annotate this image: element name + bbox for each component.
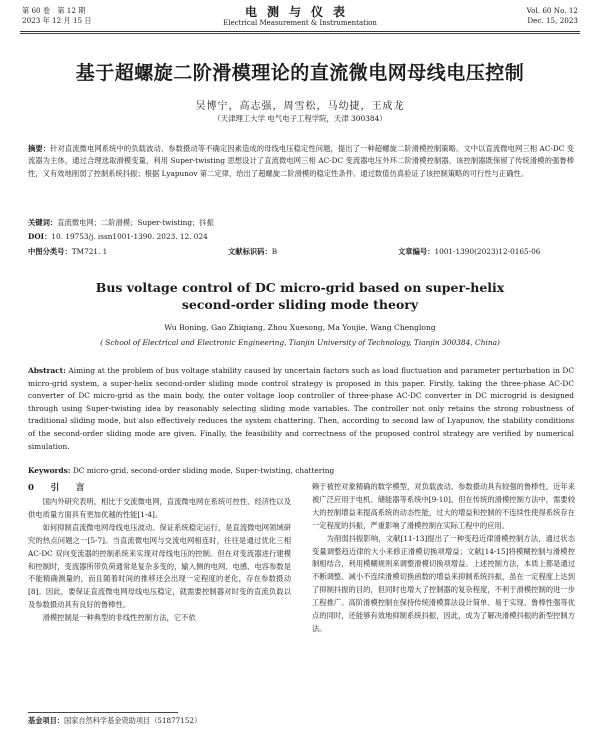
classification bbox=[28, 247, 107, 257]
article-number-text: 1001-1390(2023)12-0165-06 bbox=[434, 247, 541, 256]
paper-title-cn: 基于超螺旋二阶滑模理论的直流微电网母线电压控制 bbox=[75, 62, 525, 84]
funding-footnote bbox=[28, 716, 201, 726]
doi-label: DOI： bbox=[28, 232, 52, 241]
abstract-en-text: Aiming at the problem of bus voltage stability caused by uncertain factors such as load fluctuation and parameter perturbation in DC micro-grid system, a super-helix second-order sliding mode control strategy is proposed in this paper. Firstly, taking the three-phase AC-DC converter of DC micro-grid as the main body, the outer voltage loop controller of three-phase AC-DC converter in DC microgrid is designed through using Super-twisting idea by reasonably selecting sliding mode variables. The controller not only retains the strong robustness of traditional sliding mode, but also effectively reduces the system chattering. Then, according to second law of Lyapunov, the stability conditions of the second-order sliding mode are given. Finally, the feasibility and correctness of the proposed control strategy are verified by numerical simulation. bbox=[28, 366, 574, 451]
abstract-en bbox=[28, 365, 574, 453]
section-heading-introduction: 0 引 言 bbox=[28, 483, 89, 493]
doi-text: 10. 19753/j. issn1001-1390. 2023. 12. 024 bbox=[51, 232, 208, 241]
header-rule-thin bbox=[20, 33, 580, 34]
journal-name-cn: 电测与仪表 bbox=[244, 5, 355, 19]
running-header-center bbox=[0, 5, 600, 28]
article-number-label: 文章编号： bbox=[398, 247, 435, 256]
issue-date-cn: 2023 年 12 月 15 日 bbox=[22, 16, 92, 25]
affiliation-en: ( School of Electrical and Electronic Engineering, Tianjin University of Technology, Tianjin 300384, China) bbox=[100, 338, 500, 347]
keywords-en-text: DC micro-grid, second-order sliding mode, Super-twisting, chattering bbox=[70, 466, 335, 475]
footnote-rule bbox=[28, 712, 178, 713]
paragraph: 如何抑制直流微电网母线电压波动、保证系统稳定运行，是直流微电网领域研究的热点问题之一[5-7]。当直流微电网与交流电网相连时，往往是通过优化三相 AC-DC 双向变流器的控制系统来实现对母线电压的控制。但在对变流器进行建模和控制时，变流器所带负荷通常是复杂多变的，输入侧的电网、电感、电容参数是不能精确测量的，而且随着时间的推移还会出现一定程度的老化，存在参数摄动[8]。因此，要保证直流微电网母线电压稳定，就需要控制器对时变的直流负载以及参数摄动具有良好的鲁棒性。 bbox=[28, 522, 291, 610]
funding-text: 国家自然科学基金资助项目（51877152） bbox=[63, 716, 202, 725]
doc-code-text: B bbox=[271, 247, 278, 256]
body-column-right bbox=[312, 481, 575, 636]
affiliation-cn: （天津理工大学 电气电子工程学院，天津 300384） bbox=[213, 114, 387, 123]
funding-label: 基金项目： bbox=[28, 716, 64, 725]
classification-text: TM721. 1 bbox=[71, 247, 108, 256]
paragraph: 滑模控制是一种典型的非线性控制方法，它不依 bbox=[42, 613, 196, 623]
abstract-cn-label: 摘要： bbox=[28, 144, 51, 153]
paper-title-en-line2: second-order sliding mode theory bbox=[181, 297, 419, 312]
body-column-left bbox=[28, 496, 291, 625]
paper-title-en bbox=[0, 279, 600, 313]
paragraph: 国内外研究表明，相比于交流微电网，直流微电网在系统可控性、经济性以及供电质量方面具有更加优越的性能[1-4]。 bbox=[28, 497, 291, 519]
keywords-en-label: Keywords: bbox=[28, 466, 71, 475]
classification-label: 中图分类号： bbox=[28, 247, 72, 256]
abstract-cn bbox=[28, 143, 574, 180]
keywords-cn bbox=[28, 218, 214, 228]
article-number bbox=[398, 247, 540, 257]
keywords-cn-label: 关键词： bbox=[28, 218, 58, 227]
running-header-right bbox=[527, 6, 578, 26]
paragraph: 为削弱抖振影响，文献[11-13]提出了一种变趋近律滑模控制方法，通过状态变量调整趋近律的大小来修正滑模切换项增益；文献[14-15]将模糊控制与滑模控制相结合，利用模糊规则来调整滑模切换项增益。上述控制方法，本质上都是通过不断调整、减小不连续滑模切换函数的增益来抑制系统抖振，虽在一定程度上达到了抑制抖振的目的，但同时也增大了控制器的复杂程度，不利于滑模控制的进一步工程推广。高阶滑模控制在保持传统滑模算法设计简单、易于实现、鲁棒性强等优点的同时，还能够有效地抑制系统抖振，因此，成为了解决滑模抖振的新型控制方法。 bbox=[312, 533, 575, 633]
abstract-en-label: Abstract: bbox=[28, 366, 66, 375]
authors-cn: 吴博宁，高志强，周雪松，马幼捷，王成龙 bbox=[195, 101, 405, 112]
authors-en: Wu Boning, Gao Zhiqiang, Zhou Xuesong, Ma Youjie, Wang Chenglong bbox=[164, 323, 436, 332]
keywords-en bbox=[28, 466, 334, 475]
journal-name-en: Electrical Measurement & Instrumentation bbox=[223, 19, 377, 27]
doc-code bbox=[228, 247, 277, 257]
paragraph: 赖于被控对象精确的数学模型，对负载波动、参数摄动具有较强的鲁棒性，近年来被广泛应用于电机、储能器等系统中[9-10]。但在传统的滑模控制方法中，需要较大的控制增益来提高系统的动态性能，过大的增益和控制的不连续性使得系统存在一定程度的抖振，严重影响了滑模控制在实际工程中的应用。 bbox=[312, 482, 575, 530]
volume-issue: 第 60 卷 第 12 期 bbox=[22, 6, 86, 15]
volume-number-en: Vol. 60 No. 12 bbox=[526, 6, 578, 15]
header-rule bbox=[20, 31, 580, 32]
abstract-cn-text: 针对直流微电网系统中的负载波动、参数摄动等不确定因素造成的母线电压稳定性问题，提出了一种超螺旋二阶滑模控制策略。文中以直流微电网三相 AC-DC 变流器为主体，通过合理选取滑模变量，利用 Super-twisting 思想设计了直流微电网三相 AC-DC 变流器电压外环二阶滑模控制器，该控制器既保留了传统滑模的强鲁棒性，又有效地削弱了控制系统抖振；根据 Lyapunov 第二定律，给出了超螺旋二阶滑模的稳定性条件。通过数值仿真验证了该控制策略的可行性与正确性。 bbox=[28, 144, 574, 178]
doc-code-label: 文献标识码： bbox=[228, 247, 272, 256]
paper-title-en-line1: Bus voltage control of DC micro-grid based on super-helix bbox=[95, 280, 505, 295]
issue-date-en: Dec. 15, 2023 bbox=[527, 16, 578, 25]
keywords-cn-text: 直流微电网；二阶滑模；Super-twisting；抖振 bbox=[57, 218, 214, 227]
doi bbox=[28, 232, 208, 242]
